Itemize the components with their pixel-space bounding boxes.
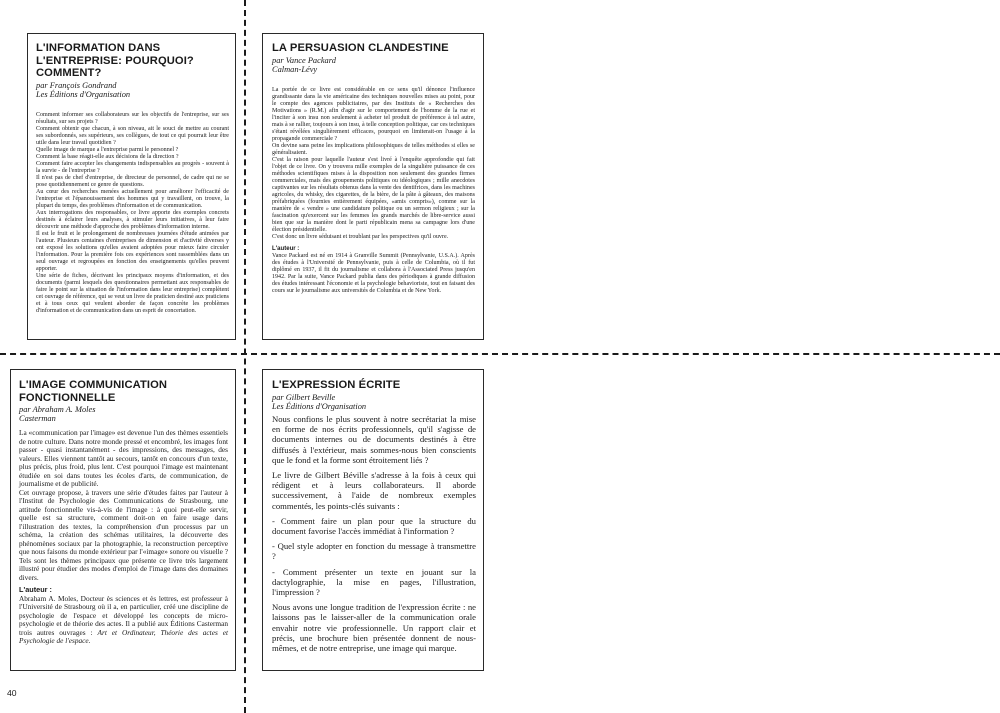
article-byline [272,56,475,74]
book-review-information-entreprise [27,33,236,340]
paragraph: Le livre de Gilbert Béville s'adresse à la fois à ceux qui rédigent et à leurs collaborateurs. Il aborde successivement, à l'aide de nombreux exemples commentés, les points-clés suivants : [272,469,476,511]
paragraph: Comment obtenir que chacun, à son niveau, ait le souci de mettre au courant ses subordonnés, ses supérieurs, ses collègues, de tout ce qui pourrait leur être utile dans leur travail quotidien ? [36,125,229,146]
paragraph: Comment la base réagit-elle aux décisions de la direction ? [36,153,179,160]
paragraph: Comment informer ses collaborateurs sur les objectifs de l'entreprise, sur ses résultats, sur ses projets ? [36,111,229,125]
paragraph: C'est la raison pour laquelle l'auteur s'est livré à l'enquête approfondie qui fait l'objet de ce livre. On y trouvera mille exemples de la singulière puissance de ces méthodes scientifiques mises à la disposition non seulement des grandes firmes commerciales, mais des groupements politiques ou idéologiques ; mille anecdotes captivantes sur les résultats obtenus dans la vente des dentifrices, dans les machines agricoles, du whisky, des cigarettes, de la bière, de la pâte à gâteaux, des maisons préfabriquées (fournies entièrement équipées, «amis compris»), comme sur la manière de « vendre » une candidature politique ou un sermon religieux ; sur la fascination qu'exercent sur les femmes les grands marchés de libre-service aussi bien que sur la manière dont le parti républicain mena sa campagne lors d'une élection présidentielle. [272,156,475,233]
list-item: - Comment présenter un texte en jouant sur la dactylographie, la mise en pages, l'illustration, l'impression ? [272,566,476,597]
article-body [272,414,476,653]
author-name: par Vance Packard [272,55,336,65]
publisher-name: Les Éditions d'Organisation [272,401,367,411]
author-heading [272,246,475,253]
paragraph: Aux interrogations des responsables, ce livre apporte des exemples concrets destinés à éclairer leurs analyses, à stimuler leurs initiatives, à leur faire découvrir une méthode d'approche des problèmes d'information interne. [36,209,229,230]
paragraph: On devine sans peine les implications philosophiques de telles méthodes si elles se généralisaient. [272,142,475,156]
article-byline [272,393,476,411]
paragraph: La «communication par l'image» est devenue l'un des thèmes essentiels de notre culture. Dans notre monde pressé et encombré, les images font passer - quasi instantanément - des impressions, des messages, des valeurs. Elles viennent tantôt au secours, tantôt en concours d'un texte, plus précis, plus froid, plus lent. C'est pourquoi l'image est maintenant étudiée en soi dans toutes les écoles d'arts, de communication, de journalisme et de publicité. [19,428,228,489]
publisher-name: Casterman [19,414,56,424]
horizontal-cut-line [0,353,1000,355]
article-title: L'INFORMATION DANS L'ENTREPRISE: POURQUOI? COMMENT? [36,42,194,79]
article-body [19,429,228,646]
article-title: L'IMAGE COMMUNICATION FONCTIONNELLE [19,379,168,404]
book-review-expression-ecrite [262,369,484,671]
author-bio: Vance Packard est né en 1914 à Granville Summit (Pennsylvanie, U.S.A.). Après des études à l'Université de Pennsylvanie, puis à celle de Columbia, où il fut diplômé en 1937, il fit du journalisme et collabora à l'Associated Press jusqu'en 1942. Par la suite, Vance Packard publia dans des périodiques à grande diffusion des études intéressant l'économie et la psychologie behavioriste, tout en faisant des cours sur le journalisme aux universités de Columbia et de New York. [272,252,475,294]
author-bio-main: Abraham A. Moles, Docteur ès sciences et ès lettres, est professeur à l'Université de Strasbourg où il a, en particulier, créé une discipline de psychologie de l'espace et développé les concepts de micro-psychologie et de théorie des actes. Il a publié aux Éditions Casterman trois autres ouvrages : [19,593,228,637]
paragraph: Cet ouvrage propose, à travers une série d'études faites par l'auteur à l'Institut de Psychologie des Communications de Strasbourg, une attitude fonctionnelle vis-à-vis de l'image : à quoi peut-elle servir, quelle est sa structure, comment doit-on en faire usage dans l'illustration des textes, la compréhension d'un processus par un schéma, la création des schémas utilitaires, la découverte des phénomènes sociaux par la photographie, la reconstruction perceptive que nous faisons du monde extérieur par l'«image» sonore ou visuelle ? Tels sont les thèmes principaux que présente ce livre très largement illustré pour étudier des modes d'emploi de l'image dans des domaines divers. [19,487,228,582]
paragraph: Nous confions le plus souvent à notre secrétariat la mise en forme de nos écrits professionnels, qu'il s'agisse de documents internes ou de documents destinés à être diffusés à l'extérieur, mais sommes-nous bien conscients que le fond et la forme sont étroitement liés ? [272,413,476,465]
book-review-image-communication [10,369,236,671]
page-number: 40 [7,688,17,698]
paragraph: Comment faire accepter les changements indispensables au progrès - souvent à la survie - de l'entreprise ? [36,160,229,174]
article-byline [19,405,228,423]
vertical-cut-line [244,0,246,713]
article-title: LA PERSUASION CLANDESTINE [272,42,449,54]
list-item: - Quel style adopter en fonction du message à transmettre ? [272,541,476,562]
author-name: par Gilbert Beville [272,392,336,402]
paragraph: Il est le fruit et le prolongement de nombreuses journées d'étude animées par l'auteur. Plusieurs centaines d'entreprises de dimension et d'activité diverses y ont exposé les solutions qu'elles avaient adoptées pour mieux faire circuler l'information. Pour la première fois ces expériences sont rassemblées dans un seul ouvrage et regroupées en fonction des enseignements qu'elles peuvent apporter. [36,230,229,272]
article-body [272,87,475,295]
author-bio-works: Art et Ordinateur, Théorie des actes et Psychologie de l'espace. [19,627,228,646]
list-item: - Comment faire un plan pour que la structure du document favorise l'accès immédiat à l'information ? [272,515,476,536]
author-label: L'auteur : [19,585,52,595]
paragraph: Nous avons une longue tradition de l'expression écrite : ne laissons pas le laisser-aller de la communication orale envahir notre vie professionnelle. Un rapport clair et précis, une brochure bien présentée donnent de nous-mêmes, et de notre entreprise, une image qui marque. [272,602,476,653]
author-name: par Abraham A. Moles [19,405,96,414]
article-title: L'EXPRESSION ÉCRITE [272,379,401,391]
paragraph: C'est donc un livre séduisant et troublant par les perspectives qu'il ouvre. [272,233,449,240]
author-bio [19,595,228,646]
author-label: L'auteur : [272,245,300,252]
paragraph: Il n'est pas de chef d'entreprise, de directeur de personnel, de cadre qui ne se pose quotidiennement ce genre de questions. [36,174,229,188]
article-body [36,112,229,315]
paragraph: Quelle image de marque a l'entreprise parmi le personnel ? [36,146,179,153]
author-name: par François Gondrand [36,80,117,90]
book-review-persuasion-clandestine [262,33,484,340]
publisher-name: Calman-Lévy [272,64,318,74]
article-byline [36,81,229,99]
paragraph: Au cœur des recherches menées actuellement pour améliorer l'efficacité de l'entreprise et l'épanouissement des hommes qui y travaillent, on trouve, la plupart du temps, des problèmes d'information et de communication. [36,188,229,209]
paragraph: La portée de ce livre est considérable en ce sens qu'il dénonce l'influence grandissante dans la vie américaine des techniques nouvelles mises au point, pour le compte des agences publicitaires, par des Instituts de « Recherches des Motivations » (R.M.) afin d'agir sur le comportement de l'homme de la rue et l'inciter à son insu non seulement à acheter tel produit de préférence à tel autre, mais à se rallier, toujours à son insu, à telle conception politique, car ces techniques s'étant révélées singulièrement efficaces, pourquoi en limiterait-on l'usage à la propagande commerciale ? [272,86,475,142]
paragraph: Une série de fiches, décrivant les principaux moyens d'information, et des documents (parmi lesquels des questionnaires permettant aux responsables de faire le point sur la situation de l'information dans leur entreprise) complètent cet ouvrage de référence, qui se veut un livre de praticien destiné aux praticiens et à tous ceux qui veulent aborder de façon concrète les problèmes d'information et de communication dans un esprit de concertation. [36,272,229,314]
publisher-name: Les Éditions d'Organisation [36,89,131,99]
